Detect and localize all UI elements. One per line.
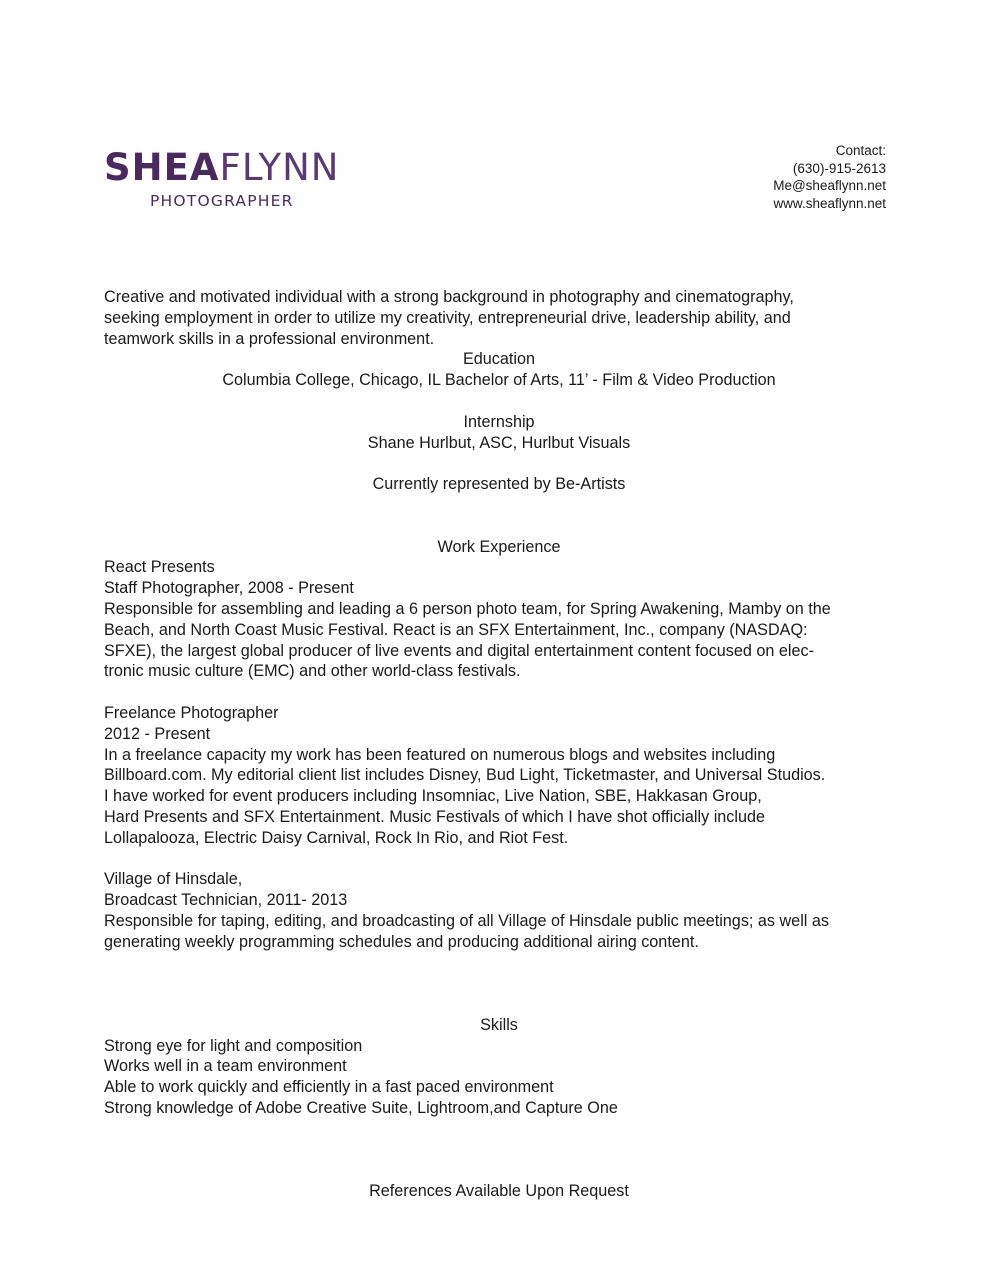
job-line: Hard Presents and SFX Entertainment. Music Festivals of which I have shot officially include xyxy=(104,807,765,826)
job-entry xyxy=(104,703,894,849)
job-line: generating weekly programming schedules and producing additional airing content. xyxy=(104,932,699,951)
resume-body xyxy=(104,287,894,1202)
contact-phone: (630)-915-2613 xyxy=(792,160,886,176)
skill-item: Able to work quickly and efficiently in a fast paced environment xyxy=(104,1078,554,1097)
contact-email: Me@sheaflynn.net xyxy=(773,178,886,193)
job-line: 2012 - Present xyxy=(104,724,211,743)
references-note: References Available Upon Request xyxy=(369,1182,629,1201)
skill-item: Strong eye for light and composition xyxy=(104,1036,363,1055)
logo-name-first: SHEA xyxy=(104,146,220,189)
job-entry xyxy=(104,557,894,682)
logo-subtitle: PHOTOGRAPHER xyxy=(150,192,294,210)
objective-line: Creative and motivated individual with a strong background in photography and cinematography, xyxy=(104,288,794,306)
job-line: Billboard.com. My editorial client list includes Disney, Bud Light, Ticketmaster, and Universal Studios. xyxy=(104,766,826,785)
education-detail: Columbia College, Chicago, IL Bachelor of Arts, 11’ - Film & Video Production xyxy=(222,371,776,390)
work-heading: Work Experience xyxy=(437,537,561,556)
job-line: In a freelance capacity my work has been featured on numerous blogs and websites including xyxy=(104,745,776,764)
skill-item: Works well in a team environment xyxy=(104,1057,347,1076)
education-heading: Education xyxy=(463,350,535,369)
internship-section xyxy=(104,412,894,454)
skills-heading: Skills xyxy=(480,1015,518,1034)
job-line: React Presents xyxy=(104,558,215,577)
job-line: I have worked for event producers including Insomniac, Live Nation, SBE, Hakkasan Group, xyxy=(104,787,762,806)
logo xyxy=(104,146,344,210)
job-line: Responsible for taping, editing, and broadcasting of all Village of Hinsdale public meetings; as well as xyxy=(104,911,829,930)
job-line: Beach, and North Coast Music Festival. React is an SFX Entertainment, Inc., company (NASDAQ: xyxy=(104,620,808,639)
job-entry xyxy=(104,869,894,952)
logo-name-last: FLYNN xyxy=(219,146,340,189)
job-line: tronic music culture (EMC) and other world-class festivals. xyxy=(104,662,521,681)
logo-name xyxy=(104,146,344,190)
job-line: Responsible for assembling and leading a 6 person photo team, for Spring Awakening, Mamby on the xyxy=(104,599,831,618)
job-line: Freelance Photographer xyxy=(104,703,279,722)
representation-note: Currently represented by Be-Artists xyxy=(372,475,626,494)
internship-detail: Shane Hurlbut, ASC, Hurlbut Visuals xyxy=(367,433,631,452)
job-line: Lollapalooza, Electric Daisy Carnival, Rock In Rio, and Riot Fest. xyxy=(104,828,569,847)
objective-line: teamwork skills in a professional environment. xyxy=(104,329,435,348)
objective-line: seeking employment in order to utilize my creativity, entrepreneurial drive, leadership ability, and xyxy=(104,308,791,327)
skill-item: Strong knowledge of Adobe Creative Suite, Lightroom,and Capture One xyxy=(104,1099,618,1118)
skills-list xyxy=(104,1036,894,1119)
job-line: Staff Photographer, 2008 - Present xyxy=(104,579,354,598)
contact-label: Contact: xyxy=(835,143,886,158)
job-line: SFXE), the largest global producer of live events and digital entertainment content focused on elec- xyxy=(104,641,814,660)
objective xyxy=(104,287,894,349)
contact-website: www.sheaflynn.net xyxy=(773,195,886,211)
internship-heading: Internship xyxy=(463,412,535,431)
job-line: Broadcast Technician, 2011- 2013 xyxy=(104,891,348,910)
job-line: Village of Hinsdale, xyxy=(104,870,243,889)
contact-block xyxy=(773,142,886,212)
education-section xyxy=(104,349,894,391)
